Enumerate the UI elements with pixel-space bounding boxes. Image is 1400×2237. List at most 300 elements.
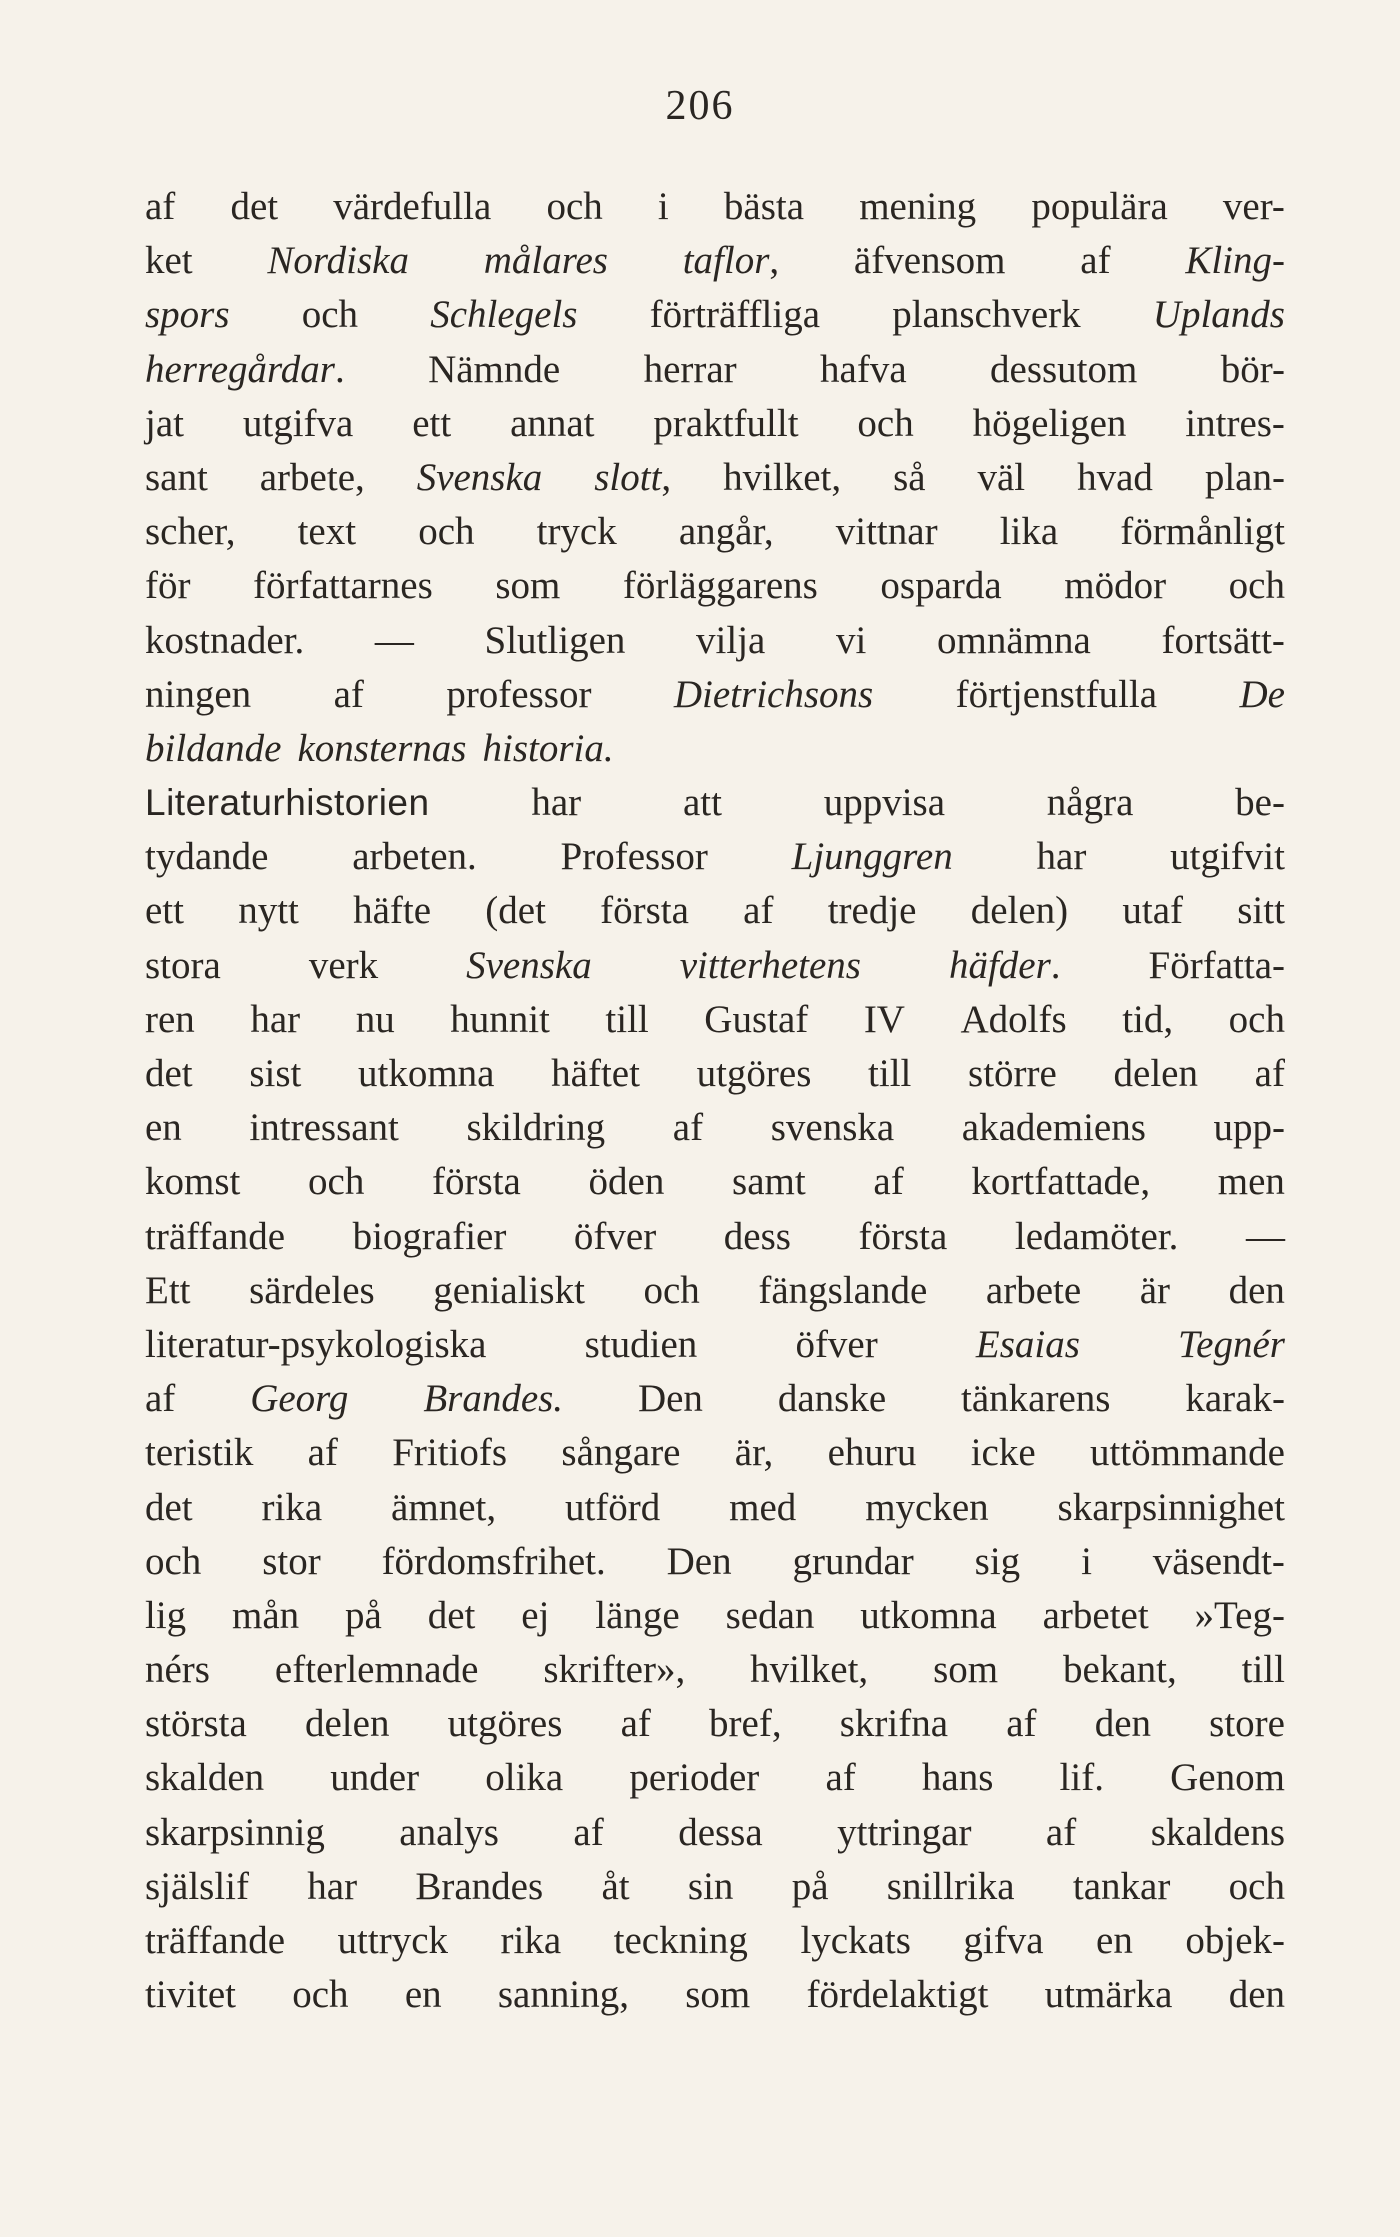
word <box>145 1968 236 2022</box>
word-text: hvilket, <box>723 455 842 499</box>
word-text: uttryck <box>337 1919 448 1962</box>
word-text: stor <box>262 1539 321 1583</box>
word-text: nytt <box>238 889 299 933</box>
italic-word: De <box>1239 672 1285 716</box>
word-text: som <box>685 1973 751 2017</box>
word <box>145 884 184 938</box>
text-line <box>145 1210 1285 1264</box>
word <box>415 1860 543 1914</box>
word <box>1047 776 1134 830</box>
text-line <box>145 559 1285 613</box>
word <box>145 1481 193 1535</box>
text-line <box>145 1535 1285 1589</box>
word-text: träffande <box>145 1919 286 1962</box>
italic-word: Uplands <box>1152 293 1285 337</box>
word-text: snillrika <box>886 1864 1015 1908</box>
word <box>971 884 1068 938</box>
italic-word: Dietrichsons <box>673 672 874 716</box>
word-text: tydande <box>145 835 269 879</box>
word-text: tryck <box>536 510 617 554</box>
word <box>356 993 395 1047</box>
word <box>729 1481 796 1535</box>
word <box>859 180 976 234</box>
word-text: af <box>672 1106 704 1150</box>
italic-word: Svenska <box>416 455 543 499</box>
word <box>448 1697 563 1751</box>
word-text: tivitet <box>145 1973 236 2017</box>
word-text: Adolfs <box>960 997 1067 1041</box>
word <box>638 1372 703 1426</box>
word-text: åt <box>601 1864 630 1908</box>
word <box>724 1210 791 1264</box>
word-text: sångare <box>561 1431 681 1475</box>
word-text: gifva <box>963 1919 1044 1962</box>
word-text: yttringar <box>837 1810 972 1854</box>
word-text: en <box>1096 1919 1133 1962</box>
word <box>358 1047 494 1101</box>
italic-word: slott <box>594 455 662 499</box>
word <box>949 939 1061 993</box>
word <box>623 559 818 613</box>
word-text: på <box>791 1864 829 1908</box>
text-line <box>145 234 1285 288</box>
word <box>1080 234 1110 288</box>
word <box>893 451 926 505</box>
word <box>585 1318 698 1372</box>
word <box>1242 1643 1285 1697</box>
word <box>1178 1318 1285 1372</box>
word <box>1185 397 1285 451</box>
word-text: Genom <box>1170 1756 1285 1800</box>
word-text: första <box>432 1160 521 1204</box>
word <box>868 1047 911 1101</box>
word <box>973 397 1127 451</box>
word-text: Nämnde <box>428 347 561 391</box>
word <box>1255 1047 1285 1101</box>
word <box>1151 1806 1285 1860</box>
word-text: skalden <box>145 1756 265 1800</box>
word <box>644 343 737 397</box>
word <box>309 939 378 993</box>
word-text: i <box>657 185 669 228</box>
text-line <box>145 1372 1285 1426</box>
word <box>243 397 353 451</box>
word-text: till <box>868 1052 912 1095</box>
word-text: — <box>1245 1214 1285 1258</box>
word <box>305 1697 389 1751</box>
word <box>792 830 953 884</box>
word <box>629 1751 759 1805</box>
word-text: första <box>858 1214 948 1258</box>
word <box>561 830 708 884</box>
word-text: och <box>643 1268 700 1312</box>
word <box>145 1589 186 1643</box>
italic-word: Nordiska <box>267 239 409 283</box>
text-line <box>145 1426 1285 1480</box>
word <box>836 614 866 668</box>
word-text: vilja <box>696 618 766 662</box>
italic-word: historia. <box>482 726 614 770</box>
word <box>450 993 550 1047</box>
word <box>405 1968 442 2022</box>
word-text: af <box>1080 239 1111 283</box>
word <box>145 1101 182 1155</box>
word-text: samt <box>732 1160 806 1204</box>
word-text: och <box>145 1539 202 1583</box>
word-text: författarnes <box>253 564 433 608</box>
word <box>864 993 905 1047</box>
word-text: till <box>1241 1648 1285 1692</box>
word-text: analys <box>399 1810 499 1854</box>
word-text: största <box>145 1702 247 1746</box>
word-text: sant <box>145 455 208 499</box>
word <box>297 722 466 776</box>
word <box>683 776 722 830</box>
word-text: är <box>1139 1268 1171 1312</box>
word-text: literatur-psykologiska <box>145 1322 487 1366</box>
word <box>614 1914 748 1968</box>
word <box>594 451 671 505</box>
word-text: ver- <box>1222 185 1285 228</box>
word-text: studien <box>584 1322 698 1366</box>
word <box>1149 939 1285 993</box>
word <box>1120 505 1285 559</box>
word-text: högeligen <box>972 401 1127 445</box>
word <box>1235 776 1285 830</box>
word <box>1229 993 1285 1047</box>
word-text: till <box>605 997 649 1041</box>
text-line <box>145 1968 1285 2022</box>
word <box>145 939 221 993</box>
word <box>145 1535 201 1589</box>
word-text: äfvensom <box>853 239 1006 283</box>
word-text: af <box>145 185 176 228</box>
word <box>601 1860 629 1914</box>
word <box>145 614 304 668</box>
word-text: skrifter», <box>543 1648 686 1692</box>
word-text: och <box>546 185 603 228</box>
word-text: tredje <box>827 889 917 933</box>
word-text: den <box>1228 1268 1285 1312</box>
word-text: utförd <box>564 1485 661 1529</box>
word <box>531 776 581 830</box>
word <box>1218 1155 1285 1209</box>
word <box>145 1751 264 1805</box>
word-text: utgöres <box>447 1702 563 1746</box>
word <box>683 234 779 288</box>
word-text: ej <box>521 1593 550 1637</box>
word-text: rika <box>261 1485 323 1529</box>
text-line <box>145 1751 1285 1805</box>
word-text: tid, <box>1122 997 1174 1041</box>
word <box>417 451 543 505</box>
word-text: fördomsfrihet. <box>381 1539 606 1583</box>
word <box>1063 1643 1177 1697</box>
italic-word: häfder <box>948 943 1051 987</box>
italic-word: Georg <box>250 1377 349 1421</box>
word <box>961 1372 1110 1426</box>
word <box>1060 1751 1104 1805</box>
word <box>726 1589 815 1643</box>
word <box>145 234 193 288</box>
word-text: skrifna <box>839 1702 949 1746</box>
word <box>145 1697 247 1751</box>
word-text: karak- <box>1185 1377 1285 1421</box>
word-text: öden <box>588 1160 665 1204</box>
word <box>1229 1968 1285 2022</box>
word <box>653 397 798 451</box>
word <box>482 722 613 776</box>
word <box>145 1806 325 1860</box>
word <box>574 1210 656 1264</box>
word <box>1185 1372 1285 1426</box>
word <box>250 993 300 1047</box>
word-text: omnämna <box>937 618 1091 662</box>
word-text: Professor <box>560 835 708 879</box>
word-text: intressant <box>249 1106 399 1150</box>
word <box>145 451 208 505</box>
word <box>1045 1968 1173 2022</box>
word <box>267 234 409 288</box>
word <box>262 1535 321 1589</box>
italic-word: vitterhetens <box>679 943 861 987</box>
word <box>145 1155 240 1209</box>
word <box>986 1264 1081 1318</box>
word <box>353 1210 507 1264</box>
word <box>963 1914 1043 1968</box>
word-text: plan- <box>1204 455 1285 499</box>
word <box>971 1426 1036 1480</box>
word-text: det <box>427 1593 476 1637</box>
word <box>392 1426 507 1480</box>
word-text: utgifvit <box>1170 835 1285 879</box>
word-text: dessutom <box>990 347 1138 391</box>
word-text: Fritiofs <box>392 1431 508 1475</box>
word <box>145 722 281 776</box>
word <box>857 397 913 451</box>
word <box>860 1589 996 1643</box>
word <box>145 397 184 451</box>
text-line <box>145 993 1285 1047</box>
word-text: häftet <box>551 1052 640 1095</box>
word <box>249 1101 398 1155</box>
word <box>230 180 278 234</box>
word-text: som <box>495 564 561 608</box>
word-text: ett <box>145 889 184 933</box>
word <box>1161 614 1284 668</box>
word <box>1000 505 1058 559</box>
word-text: och <box>1228 564 1285 608</box>
word <box>249 1047 301 1101</box>
word <box>546 180 602 234</box>
word-text: lif. <box>1059 1756 1104 1800</box>
word-text: , <box>661 455 672 499</box>
word-text: bekant, <box>1063 1648 1177 1692</box>
text-line <box>145 884 1285 938</box>
word <box>249 1264 375 1318</box>
italic-word: spors <box>145 293 230 337</box>
word <box>679 505 774 559</box>
word <box>145 776 430 830</box>
text-line <box>145 830 1285 884</box>
word <box>1073 1860 1170 1914</box>
word-text: arbete <box>985 1268 1082 1312</box>
word <box>292 1968 348 2022</box>
word <box>589 1155 665 1209</box>
text-line <box>145 1697 1285 1751</box>
word <box>253 559 433 613</box>
word-text: förläggarens <box>622 564 818 608</box>
word <box>537 505 617 559</box>
word <box>1246 1210 1285 1264</box>
word-text: uppvisa <box>823 781 946 825</box>
word <box>430 288 577 342</box>
word-text: nu <box>355 997 395 1041</box>
italic-word: herregårdar <box>145 347 335 391</box>
word <box>1185 234 1285 288</box>
word <box>688 1860 734 1914</box>
word-text: Den <box>637 1377 703 1421</box>
word <box>795 1318 877 1372</box>
word-text: har <box>250 997 301 1041</box>
word-text: Ett <box>145 1268 191 1312</box>
word <box>1195 1589 1285 1643</box>
word-text: mödor <box>1064 564 1167 608</box>
word-text: själslif <box>145 1864 249 1908</box>
text-line <box>145 1806 1285 1860</box>
text-line <box>145 288 1285 342</box>
word-text: arbete, <box>259 455 365 499</box>
word-text: skaldens <box>1150 1810 1285 1854</box>
word <box>510 397 594 451</box>
word <box>704 993 808 1047</box>
word-text: komst <box>145 1160 241 1204</box>
word-text: sitt <box>1237 889 1285 933</box>
word <box>145 1914 285 1968</box>
text-line <box>145 1481 1285 1535</box>
word <box>1170 830 1285 884</box>
word-text: utgifva <box>242 401 354 445</box>
word-text: och <box>1228 1864 1285 1908</box>
word-text: öfver <box>573 1214 657 1258</box>
word-text: delen <box>304 1702 390 1746</box>
text-line <box>145 451 1285 505</box>
word-text: . <box>334 347 345 391</box>
word <box>145 668 251 722</box>
word-text: och <box>418 510 475 554</box>
word-text: men <box>1217 1160 1285 1204</box>
word <box>561 1426 680 1480</box>
word <box>976 1318 1080 1372</box>
word <box>551 1047 640 1101</box>
word <box>922 1751 994 1805</box>
word <box>330 1751 419 1805</box>
word <box>743 884 773 938</box>
word-text: och <box>1228 997 1285 1041</box>
word-text: mening <box>859 185 977 228</box>
word <box>1015 1210 1179 1264</box>
word <box>145 993 195 1047</box>
word <box>892 288 1080 342</box>
word-text: herrar <box>643 347 737 391</box>
italic-word: Esaias <box>975 1322 1080 1366</box>
word-text: med <box>729 1485 797 1529</box>
word <box>275 1643 479 1697</box>
word-text: (det <box>485 889 546 933</box>
word-text: , <box>769 239 780 283</box>
text-line <box>145 1589 1285 1643</box>
word-text: hafva <box>820 347 907 391</box>
word-text: sist <box>249 1052 302 1095</box>
word-text: — <box>374 618 414 662</box>
word <box>806 1968 988 2022</box>
word <box>412 397 451 451</box>
word-text: perioder <box>629 1756 760 1800</box>
word-text: förträffliga <box>649 293 821 337</box>
word <box>971 1155 1150 1209</box>
word <box>1095 1697 1151 1751</box>
word-text: har <box>1036 835 1087 879</box>
text-line <box>145 1318 1285 1372</box>
word-text: öfver <box>795 1322 878 1366</box>
word <box>697 1047 812 1101</box>
word-text: skildring <box>466 1106 606 1150</box>
word-text: mån <box>232 1593 300 1637</box>
word-text: af <box>873 1160 904 1204</box>
word <box>1229 559 1285 613</box>
word-text: på <box>345 1593 382 1637</box>
word-text: träffande <box>145 1214 286 1258</box>
word <box>1223 180 1285 234</box>
word <box>521 1589 549 1643</box>
word <box>685 1968 750 2022</box>
word-text: Gustaf <box>704 997 809 1041</box>
word <box>975 1535 1021 1589</box>
word-text: utgöres <box>696 1052 812 1095</box>
word <box>432 1155 521 1209</box>
text-line <box>145 505 1285 559</box>
word-text: objek- <box>1185 1919 1285 1962</box>
word-text: för <box>145 564 191 608</box>
word <box>428 1589 476 1643</box>
word <box>1185 1914 1285 1968</box>
word-text: tankar <box>1072 1864 1171 1908</box>
word-text: af <box>573 1810 604 1854</box>
word <box>732 1155 806 1209</box>
word-text: grundar <box>792 1539 914 1583</box>
word-text: sanning, <box>497 1973 629 2017</box>
word-text: arbeten. <box>352 835 477 879</box>
word-text: ren <box>145 997 195 1041</box>
word-text: länge <box>595 1593 680 1637</box>
word <box>750 1643 868 1697</box>
word-text: att <box>682 781 722 825</box>
word-text: IV <box>863 997 905 1041</box>
word-text: uttömmande <box>1089 1431 1285 1475</box>
word <box>145 1372 175 1426</box>
word-text: populära <box>1031 185 1168 228</box>
text-line <box>145 343 1285 397</box>
word <box>1140 1264 1170 1318</box>
word <box>262 1481 323 1535</box>
word <box>145 288 230 342</box>
word <box>145 1426 253 1480</box>
word <box>446 668 591 722</box>
body-text <box>145 180 1285 2022</box>
word <box>353 884 431 938</box>
word <box>391 1481 496 1535</box>
word-text: akademiens <box>961 1106 1146 1150</box>
